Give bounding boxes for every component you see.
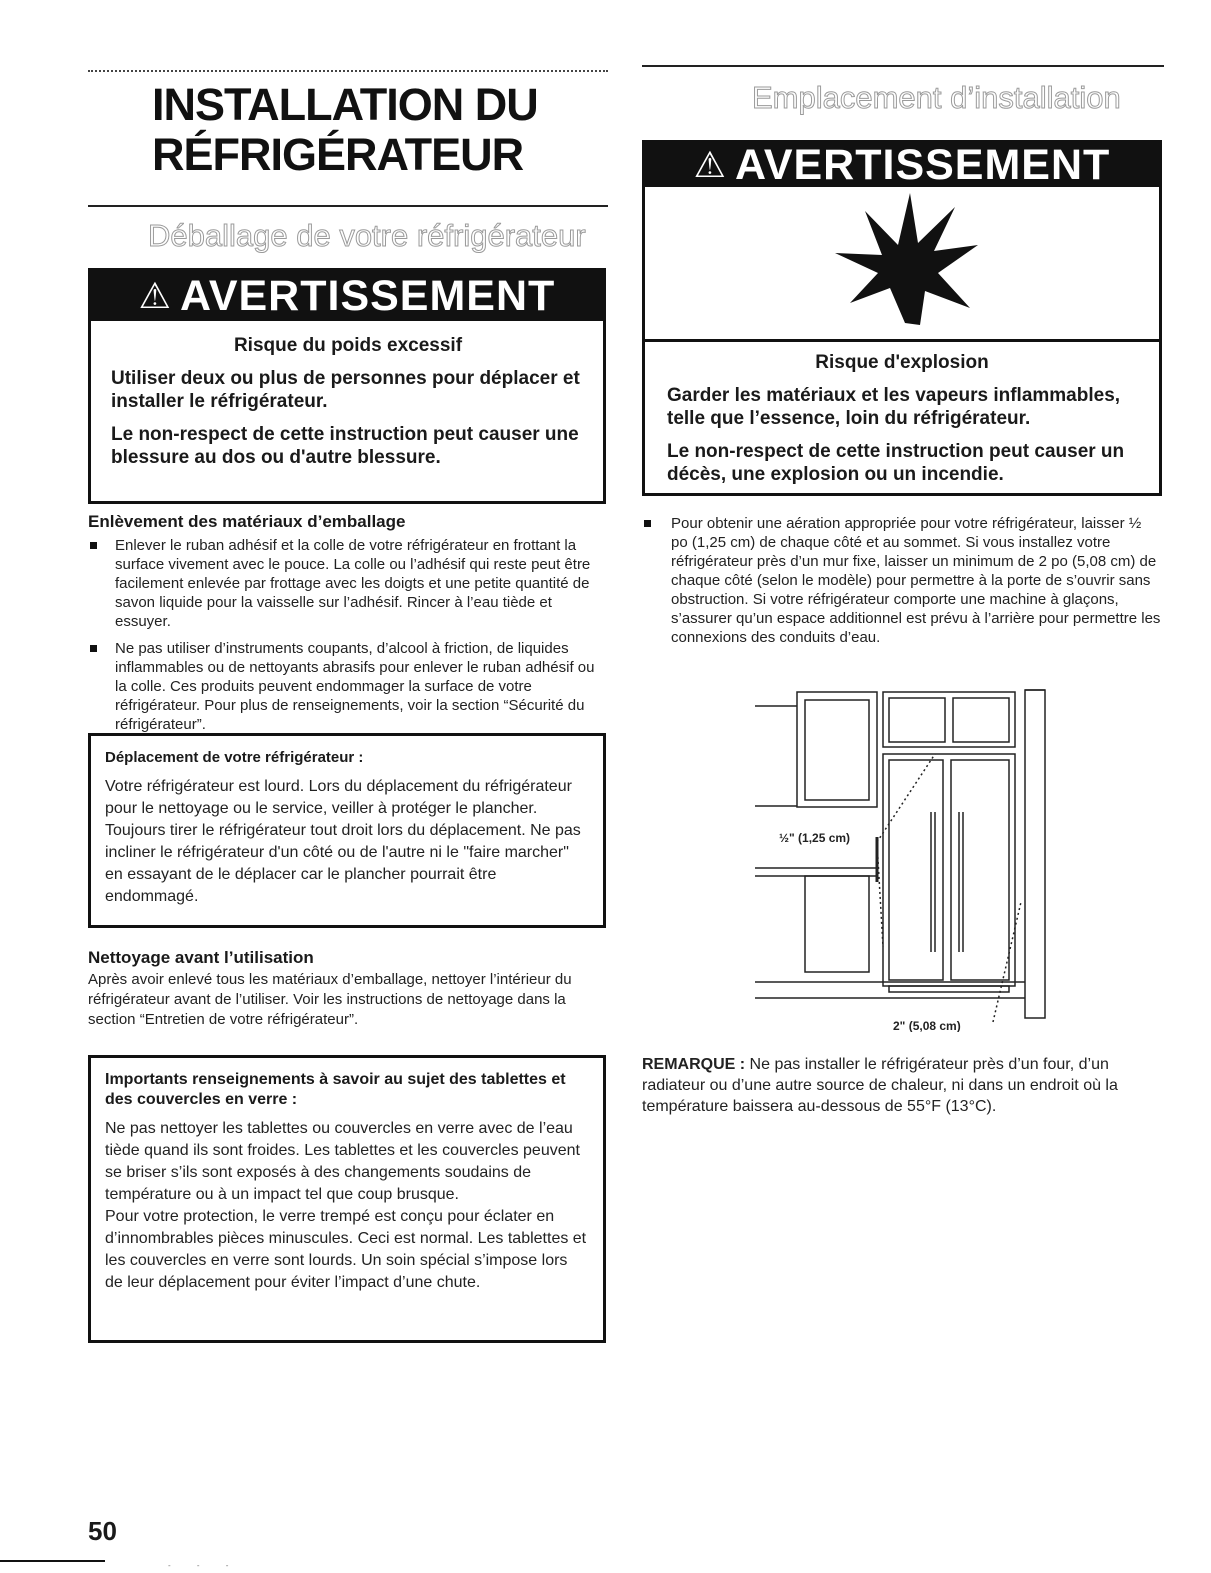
left-section-rule (88, 205, 608, 207)
half-inch-clearance-label: ½" (1,25 cm) (779, 831, 851, 845)
note-text: Ne pas installer le réfrigérateur près d’un four, d’un radiateur ou d’une autre source de chaleur, ni dans un endroit où la température baissera au-dessous de 55°F (13°C). (642, 1056, 1118, 1115)
glass-shelves-text-2: Pour votre protection, le verre trempé est conçu pour éclater en d’innombrables pièces minuscules. Ceci est normal. Les tablettes et les couvercles en verre sont lourds. Un soin spécial s’impose lors de leur déplacement pour éviter l’impact d’une chute. (105, 1208, 587, 1291)
glass-shelves-title: Importants renseignements à savoir au sujet des tablettes et des couvercles en verre : (105, 1071, 566, 1108)
explosion-pictogram-area (645, 187, 1159, 342)
explosion-risk-title: Risque d'explosion (815, 352, 989, 373)
explosion-icon (830, 193, 980, 333)
weight-risk-title: Risque du poids excessif (233, 335, 463, 356)
list-item-text: Ne pas utiliser d’instruments coupants, d’alcool à friction, de liquides inflammables ou de nettoyants abrasifs pour enlever le ruban adhésif ou la colle. Ces produits peuvent endommager la surface de votre réfrigérateur. Pour plus de renseignements, voir la section “Sécurité du réfrigérateur”. (115, 640, 595, 733)
ventilation-list (642, 514, 1162, 647)
weight-instruction: Utiliser deux ou plus de personnes pour déplacer et installer le réfrigérateur. (111, 368, 580, 412)
page-title-line2: RÉFRIGÉRATEUR (152, 129, 524, 180)
moving-info-box (88, 733, 606, 928)
bottom-rule (0, 1560, 105, 1562)
warning-banner-label: AVERTISSEMENT (179, 271, 556, 320)
list-item (642, 514, 1162, 647)
page-title-line1: INSTALLATION DU (152, 79, 538, 130)
right-top-rule (642, 65, 1164, 67)
installation-location-heading: Emplacement d’installation (752, 80, 1121, 115)
warning-banner (645, 140, 1159, 189)
packaging-removal-heading: Enlèvement des matériaux d’emballage (88, 512, 406, 531)
weight-consequence: Le non-respect de cette instruction peut causer une blessure au dos ou d'autre blessure. (111, 424, 579, 468)
moving-info-title: Déplacement de votre réfrigérateur : (105, 749, 364, 766)
note-label: REMARQUE : (642, 1056, 746, 1073)
weight-warning-box (88, 268, 606, 504)
note-paragraph (642, 1054, 1132, 1117)
packaging-removal-list (88, 536, 608, 734)
unpacking-heading: Déballage de votre réfrigérateur (148, 218, 586, 253)
cleaning-heading: Nettoyage avant l’utilisation (88, 948, 314, 967)
packaging-removal-section (88, 512, 608, 742)
bullet-square-icon (90, 542, 97, 549)
bullet-square-icon (90, 645, 97, 652)
list-item (88, 536, 608, 631)
ventilation-section (642, 514, 1162, 655)
page-number: 50 (88, 1516, 117, 1546)
glass-shelves-info-box (88, 1055, 606, 1343)
warning-banner (91, 271, 603, 321)
explosion-warning-box (642, 140, 1162, 496)
moving-info-text: Votre réfrigérateur est lourd. Lors du déplacement du réfrigérateur pour le nettoyage ou le service, veiller à protéger le plancher. Toujours tirer le réfrigérateur tout droit lors du déplacement. Ne pas incliner le réfrigérateur d'un côté ou de l'autre ni le "faire marcher" en essayant de le déplacer car le plancher pourrait être endommagé. (105, 778, 581, 905)
clearance-diagram (755, 682, 1055, 1032)
list-item (88, 639, 608, 734)
list-item-text: Pour obtenir une aération appropriée pour votre réfrigérateur, laisser ½ po (1,25 cm) de chaque côté et au sommet. Si vous installez votre réfrigérateur près d’un mur fixe, laisser un minimum de 2 po (5,08 cm) de chaque côté (selon le modèle) pour permettre à la porte de s’ouvrir sans obstruction. Si votre réfrigérateur comporte une machine à glaçons, s’assurer qu’un espace additionnel est prévu à l’arrière pour permettre les connexions des conduits d’eau. (671, 515, 1161, 646)
cleaning-text: Après avoir enlevé tous les matériaux d’emballage, nettoyer l’intérieur du réfrigérateur avant de l’utiliser. Voir les instructions de nettoyage dans la section “Entretien de votre réfrigérateur”. (88, 971, 572, 1028)
warning-triangle-icon: ⚠ (693, 144, 727, 185)
glass-shelves-text-1: Ne pas nettoyer les tablettes ou couvercles en verre avec de l’eau tiède quand ils sont froides. Les tablettes et les couvercles peuvent se briser s’ils sont exposés à des changements soudains de température ou à un impact tel que coup brusque. (105, 1120, 580, 1203)
page-title (152, 80, 572, 180)
warning-banner-label: AVERTISSEMENT (734, 140, 1111, 189)
bullet-square-icon (644, 520, 651, 527)
two-inch-clearance-label: 2" (5,08 cm) (893, 1019, 961, 1032)
explosion-consequence: Le non-respect de cette instruction peut causer un décès, une explosion ou un incendie. (667, 441, 1125, 485)
warning-triangle-icon: ⚠ (138, 275, 172, 316)
cleaning-section (88, 948, 600, 1030)
list-item-text: Enlever le ruban adhésif et la colle de votre réfrigérateur en frottant la surface vivement avec le pouce. La colle ou l’adhésif qui reste peut être facilement enlevée par frottage avec les doigts et une petite quantité de savon liquide pour la vaisselle sur l’adhésif. Rincer à l’eau tiède et essuyer. (115, 537, 591, 630)
bottom-marks: - - - (168, 1561, 241, 1570)
top-dotted-rule (88, 70, 608, 72)
explosion-instruction: Garder les matériaux et les vapeurs inflammables, telle que l’essence, loin du réfrigérateur. (667, 385, 1121, 429)
